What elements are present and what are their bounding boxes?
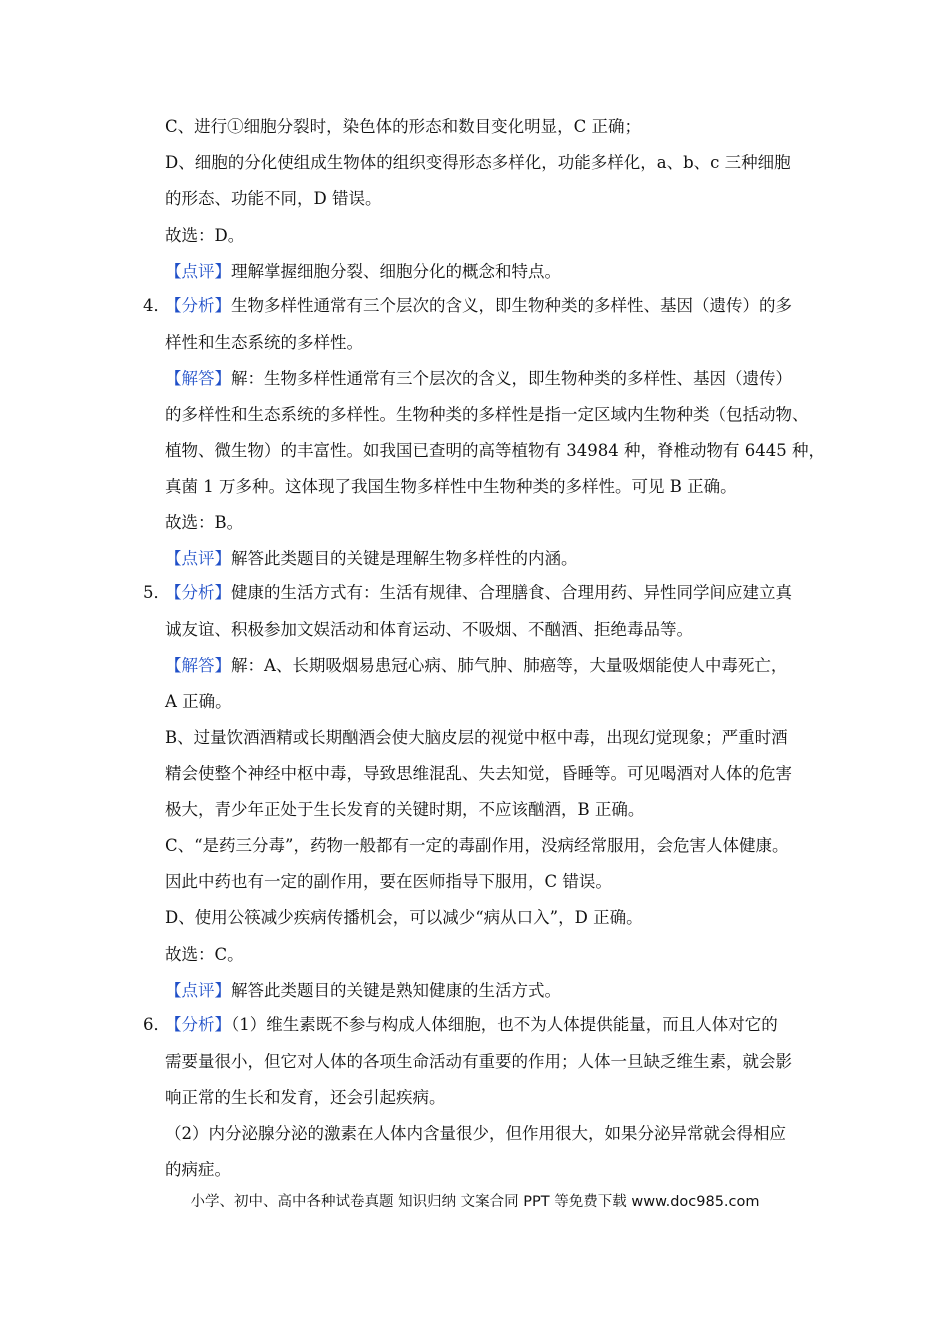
line-text: 解答此类题目的关键是理解生物多样性的内涵。 [231, 549, 578, 568]
text-line [165, 759, 792, 789]
line-text: 故选：B。 [165, 513, 244, 532]
line-text: 解答此类题目的关键是熟知健康的生活方式。 [231, 981, 561, 1000]
line-text: 理解掌握细胞分裂、细胞分化的概念和特点。 [231, 262, 561, 281]
text-line [165, 831, 789, 861]
section-tag: 【点评】 [165, 981, 231, 1000]
text-line [165, 687, 232, 717]
section-tag: 【分析】 [165, 1015, 231, 1034]
text-line [165, 291, 792, 321]
line-text: 解：生物多样性通常有三个层次的含义，即生物种类的多样性、基因（遗传） [231, 369, 792, 388]
line-text: 植物、微生物）的丰富性。如我国已查明的高等植物有 34984 种，脊椎动物有 6445 种， [165, 441, 825, 460]
text-line [165, 257, 561, 287]
line-text: 健康的生活方式有：生活有规律、合理膳食、合理用药、异性同学间应建立真 [231, 583, 792, 602]
line-text: （2）内分泌腺分泌的激素在人体内含量很少，但作用很大，如果分泌异常就会得相应 [165, 1124, 786, 1143]
section-tag: 【点评】 [165, 549, 231, 568]
text-line [165, 436, 825, 466]
section-tag: 【分析】 [165, 583, 231, 602]
text-line [165, 795, 644, 825]
text-line [165, 1047, 792, 1077]
line-text: 故选：D。 [165, 226, 245, 245]
text-line [165, 940, 244, 970]
text-line [165, 1155, 231, 1185]
text-line [165, 472, 737, 502]
text-line [165, 508, 243, 538]
line-text: 真菌 1 万多种。这体现了我国生物多样性中生物种类的多样性。可见 B 正确。 [165, 477, 737, 496]
text-line [165, 221, 244, 251]
line-text: （1）维生素既不参与构成人体细胞，也不为人体提供能量，而且人体对它的 [231, 1015, 778, 1034]
question-number: 5． [143, 583, 170, 602]
text-line [165, 723, 788, 753]
text-line [165, 364, 792, 394]
line-text: B、过量饮酒酒精或长期酗酒会使大脑皮层的视觉中枢中毒，出现幻觉现象；严重时酒 [165, 728, 788, 747]
text-line [165, 184, 381, 214]
line-text: A 正确。 [165, 692, 232, 711]
line-text: 故选：C。 [165, 945, 244, 964]
text-line [165, 867, 612, 897]
text-line [165, 1083, 446, 1113]
text-line [165, 544, 578, 574]
line-text: 生物多样性通常有三个层次的含义，即生物种类的多样性、基因（遗传）的多 [231, 296, 792, 315]
text-line [165, 1119, 786, 1149]
text-line [165, 1010, 778, 1040]
section-tag: 【点评】 [165, 262, 231, 281]
question-number: 6． [143, 1015, 170, 1034]
line-text: 的病症。 [165, 1160, 231, 1179]
line-text: 极大，青少年正处于生长发育的关键时期，不应该酗酒，B 正确。 [165, 800, 645, 819]
line-text: 诚友谊、积极参加文娱活动和体育运动、不吸烟、不酗酒、拒绝毒品等。 [165, 620, 693, 639]
text-line [165, 112, 641, 142]
text-line [165, 400, 809, 430]
text-line [165, 148, 791, 178]
question-number: 4． [143, 296, 170, 315]
text-line [165, 976, 561, 1006]
text-line [165, 578, 792, 608]
line-text: C、“是药三分毒”，药物一般都有一定的毒副作用，没病经常服用，会危害人体健康。 [165, 836, 789, 855]
section-tag: 【解答】 [165, 656, 231, 675]
line-text: 样性和生态系统的多样性。 [165, 333, 363, 352]
text-line [165, 651, 787, 681]
line-text: 因此中药也有一定的副作用，要在医师指导下服用，C 错误。 [165, 872, 612, 891]
line-text: 响正常的生长和发育，还会引起疾病。 [165, 1088, 446, 1107]
line-text: 需要量很小，但它对人体的各项生命活动有重要的作用；人体一旦缺乏维生素，就会影 [165, 1052, 792, 1071]
section-tag: 【解答】 [165, 369, 231, 388]
section-tag: 【分析】 [165, 296, 231, 315]
text-line [165, 615, 693, 645]
text-line [165, 328, 363, 358]
line-text: 精会使整个神经中枢中毒，导致思维混乱、失去知觉，昏睡等。可见喝酒对人体的危害 [165, 764, 792, 783]
line-text: C、进行①细胞分裂时，染色体的形态和数目变化明显，C 正确； [165, 117, 641, 136]
line-text: 的形态、功能不同，D 错误。 [165, 189, 382, 208]
line-text: D、细胞的分化使组成生物体的组织变得形态多样化，功能多样化，a、b、c 三种细胞 [165, 153, 791, 172]
text-line [165, 903, 643, 933]
page-footer: 小学、初中、高中各种试卷真题 知识归纳 文案合同 PPT 等免费下载 www.doc985.com [190, 1194, 760, 1210]
line-text: 的多样性和生态系统的多样性。生物种类的多样性是指一定区域内生物种类（包括动物、 [165, 405, 809, 424]
line-text: D、使用公筷减少疾病传播机会，可以减少“病从口入”，D 正确。 [165, 908, 643, 927]
line-text: 解：A、长期吸烟易患冠心病、肺气肿、肺癌等，大量吸烟能使人中毒死亡， [231, 656, 788, 675]
